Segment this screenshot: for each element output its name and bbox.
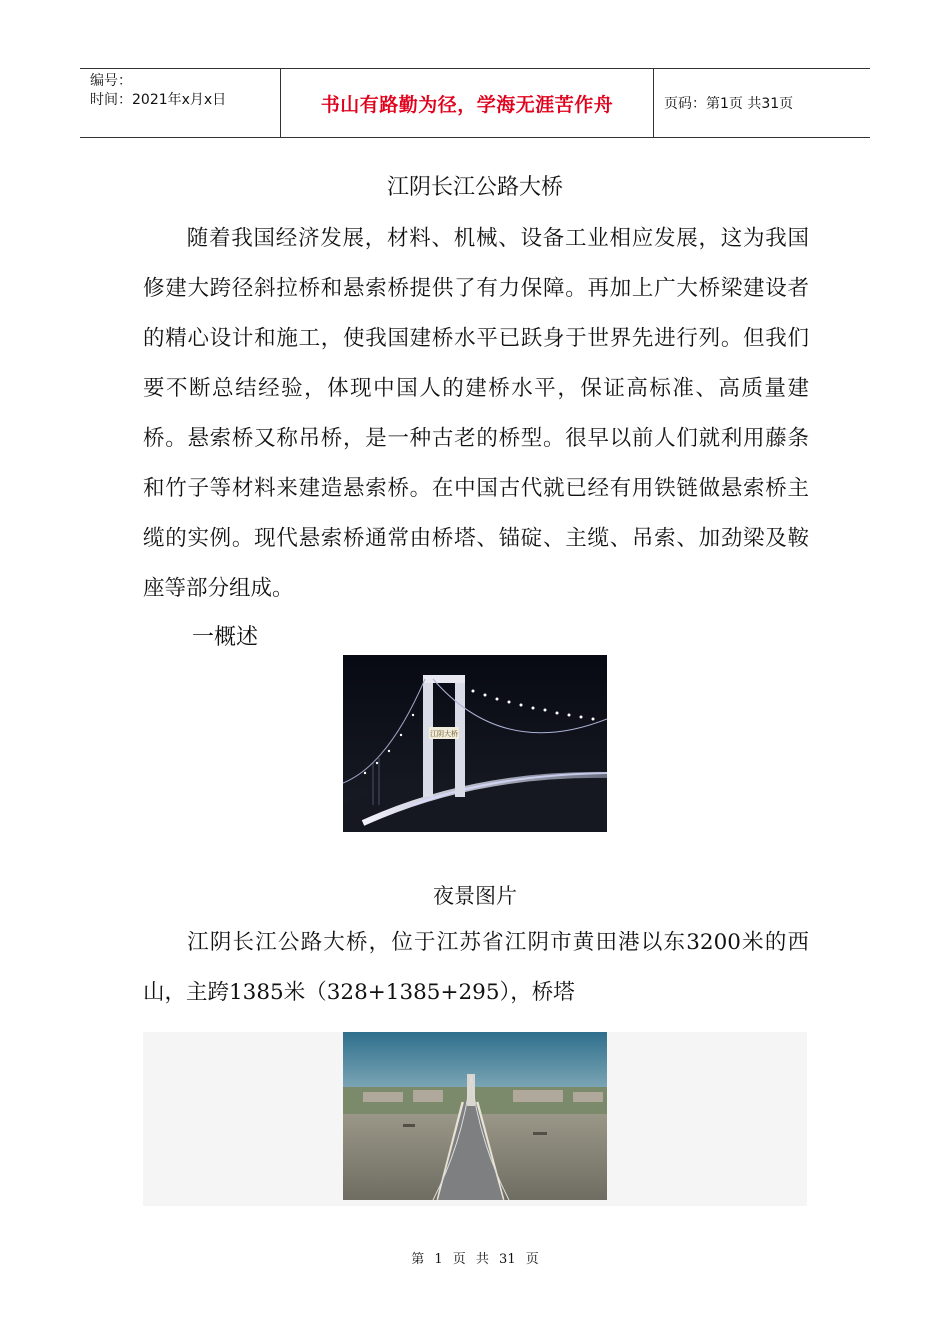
- header-motto: 书山有路勤为径，学海无涯苦作舟: [281, 69, 654, 137]
- header-page-info: 页码：第1页 共31页: [664, 96, 794, 112]
- body-paragraph: [143, 918, 809, 1018]
- body-paragraph-text: 江阴长江公路大桥，位于江苏省江阴市黄田港以东3200米的西山，主跨1385米（328+1385+295），桥塔: [143, 930, 809, 1005]
- bridge-aerial-photo: [343, 1032, 607, 1200]
- section-heading: 一概述: [192, 625, 259, 650]
- header-left-cell: [80, 69, 281, 137]
- intro-paragraph: [143, 214, 809, 614]
- page-header: [80, 68, 870, 138]
- document-title: 江阴长江公路大桥: [386, 175, 563, 200]
- photo-caption: 夜景图片: [433, 884, 517, 908]
- document-number-label: 编号：: [90, 73, 132, 89]
- intro-paragraph-text: 随着我国经济发展，材料、机械、设备工业相应发展，这为我国修建大跨径斜拉桥和悬索桥提供了有力保障。再加上广大桥梁建设者的精心设计和施工，使我国建桥水平已跃身于世界先进行列。但我们要不断总结经验，体现中国人的建桥水平，保证高标准、高质量建桥。悬索桥又称吊桥，是一种古老的桥型。很早以前人们就利用藤条和竹子等材料来建造悬索桥。在中国古代就已经有用铁链做悬索桥主缆的实例。现代悬索桥通常由桥塔、锚碇、主缆、吊索、加劲梁及鞍座等部分组成。: [143, 226, 809, 601]
- tower-sign-text: 江阴大桥: [430, 730, 458, 738]
- bridge-night-photo: [343, 655, 607, 832]
- page-footer: 第 1 页 共 31 页: [411, 1252, 539, 1267]
- document-time-label: 时间：2021年x月x日: [90, 92, 227, 108]
